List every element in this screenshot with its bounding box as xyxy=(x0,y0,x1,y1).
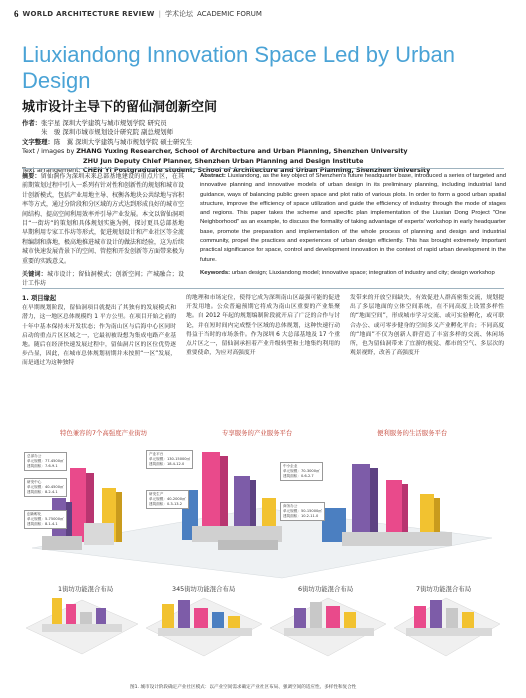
callout-label: 产业平台 单元规模：130-15000㎡ 建筑面积：18.4-12.0 xyxy=(146,450,193,469)
page-header xyxy=(14,8,512,20)
section-heading: 1. 项目缘起 xyxy=(22,295,57,302)
keywords-cn: 关键词：城市设计；留仙洞模式；创新空间；产城融合；设计工作坊 xyxy=(22,271,184,288)
diagram-label: 7街坊功能混合布局 xyxy=(416,585,472,593)
diagram-1 xyxy=(26,598,138,654)
figure-section-title: 便利服务的生活服务平台 xyxy=(377,429,448,437)
page-number: 6 xyxy=(14,9,19,19)
body-column-3: 发带来的开放空间缺失，有效促进人群高密集交流，规划提出了多层地面的立体空间系统，在不同高度上设置多样性的“地面空间”，形成城市学习交流、或可实验孵化，或可联合办公、或可零步健身的空间多义产业孵化平台；不同高度的“地面”不仅为创新人群营造了丰富多样的交流、休闲场所，也为留仙洞带来了宜游的视觉、都市的空气、多层次的观景视野，改善了高强度开 xyxy=(350,295,504,357)
header-separator: | xyxy=(158,10,161,18)
credit-row: 朱 骏 深圳市城市规划设计研究院 副总规划师 xyxy=(22,128,174,137)
credit-row: Text / images by ZHANG Yuxing Researcher, School of Architecture and Urban Planning, Shenzhen University xyxy=(22,147,408,156)
callout-label: 研发中心 单元规模：40-4500㎡ 建筑面积：8.2-4.1 xyxy=(24,478,67,497)
figure-section-title: 专享服务的产业服务平台 xyxy=(222,429,293,437)
callout-label: 中小企业 单元规模：70-3000㎡ 建筑面积：0.6-2.7 xyxy=(280,462,323,481)
credit-row: 作者：张宇星 深圳大学建筑与城市规划学院 研究员 xyxy=(22,119,167,127)
diagram-label: 1街坊功能混合布局 xyxy=(58,585,114,593)
diagram-label: 345街坊功能混合布局 xyxy=(172,585,236,593)
article-title-en: Liuxiandong Innovation Space Led by Urban Design xyxy=(22,42,455,93)
magazine-name: WORLD ARCHITECTURE REVIEW xyxy=(22,10,155,18)
author-credits xyxy=(22,119,512,175)
figure-caption: 图1. 城市设计阶段确定产业社区模式：以产业空间需求确定产业社区布局、强调空间的适应性、多样性和复合性 xyxy=(130,685,357,690)
callout-label: 商务办公 单元规模：50-15000㎡ 建筑面积：10.2-11.0 xyxy=(280,502,325,521)
body-column-1: 1. 项目缘起 在早期规划阶段，留仙洞项目就提出了其独有的发展模式和潜力，这一地区总体规模约 1 平方公里。在项目开始之前的十年中基本保持未开发状态；作为南山区与后海中心区同时启动的重点片区区域之一，它最初被设想为集成电路产业基地。随后在经济快速发展过程中，留仙洞片区的区位优势逐步凸显，因此，在城市总体规划初期并未按照“一区”发展，而是通过为这种独特 xyxy=(22,295,176,367)
section-en: ACADEMIC FORUM xyxy=(197,10,262,18)
diagram-7 xyxy=(394,598,500,656)
keywords-en: Keywords: urban design; Liuxiandong model; innovative space; integration of industry and city; design workshop xyxy=(200,269,495,276)
abstract-en: Abstract: Liuxiandong, as the key object of Shenzhen's future headquarter base, introduced a series of targeted and innovative planning and innovative models of urban design in its preliminary planning, including industrial land guidance, ways of balancing public green space and plot ratio of various plots. In order to form a good urban spatial structure, improve the efficiency of space utilization and guide the efficiency of industry through the mode of stages and regions. This paper takes the scheme and specific plan implementation of the Liuxian Dong Project "One Neighborhood" as an example, to discuss the formality of taking advantage of experts' workshop in early headquarter base, promote the preparation and implementation of the whole process of planning and design and industrial community, propel the practices and experiences of urban design efficiently. This has brought extremely important practical significance for space, control and development innovation in the context of rapid urban development in the future. Keywords: urban design; Liuxiandong model; innovative space; integration of industry and city; design workshop xyxy=(200,172,506,278)
credit-row: ZHU Jun Deputy Chief Planner, Shenzhen Urban Planning and Design Institute xyxy=(83,156,364,165)
section-cn: 学术论坛 xyxy=(165,10,193,18)
credit-row: Text arrangement: CHEN Yi Postgraduate student, School of Architecture and Urban Planning, Shenzhen University xyxy=(22,166,431,175)
callout-label: 研发生产 单元规模：40-2000㎡ 建筑面积：0.3-13.2 xyxy=(146,490,189,509)
diagram-6 xyxy=(270,598,386,656)
tower-cluster-middle xyxy=(182,452,282,550)
tower-cluster-right xyxy=(322,464,452,546)
body-column-2: 的地理和市场定位，使得它成为深圳南山区最强可能的促进开发用地。公众普遍预期它将成为南山区重要的产业集聚地。自 2012 年起的规划编制阶段就开启了广泛的合作与讨论，并在短时间内完成整个区域的总体规划，这种快速行动得益于当时的市场条件。作为深圳 6 大总部基地及 17 个重点片区之一，留仙洞承担着产业升级转型和土地集约利用的重要使命，为应对高强度开 xyxy=(186,295,340,357)
diagram-345 xyxy=(146,598,262,656)
abstract-cn: 摘要：留仙洞作为深圳未来总部基地建设的重点片区，在其前期策划过程中引入一系列有针对性和创新性的规划和城市设计创新模式，包括产业用地主导、权衡各地块公共绿地与容积率等方式，通过分阶段和分区域的方式达到形成良好的城市空间结构、提高空间利用效率并引导产业发展。本文以留仙洞项目“一街坊”的策划和具体规划实施为例，探讨更具总部基地早期利用专家工作坊等形式，促进规划设计和产业社区等全流程编制和落地，极高地推进城市设计的做法和经验，这为后续城市快速发展背景下的空间、管控和开发创新等方面带来极为重要的实践意义。 关键词：城市设计；留仙洞模式；创新空间；产城融合；设计工作坊 xyxy=(22,173,185,288)
article-title-cn: 城市设计主导下的留仙洞创新空间 xyxy=(22,100,218,115)
credit-row: 文字整理：陈 翼 深圳大学建筑与城市规划学院 硕士研究生 xyxy=(22,137,193,146)
divider xyxy=(22,288,504,289)
diagram-label: 6街坊功能混合布局 xyxy=(298,585,354,593)
figure-section-title: 特色兼容的7个高强度产业街坊 xyxy=(60,429,148,437)
callout-label: 创新孵化 单元规模：5-75000㎡ 建筑面积：8.1-4.1 xyxy=(24,510,67,529)
divider xyxy=(22,168,504,169)
callout-label: 总部办公 单元规模：77-4500㎡ 建筑面积：7.6-9.1 xyxy=(24,452,67,471)
figure-illustration xyxy=(22,428,504,676)
figure-1 xyxy=(22,428,504,676)
